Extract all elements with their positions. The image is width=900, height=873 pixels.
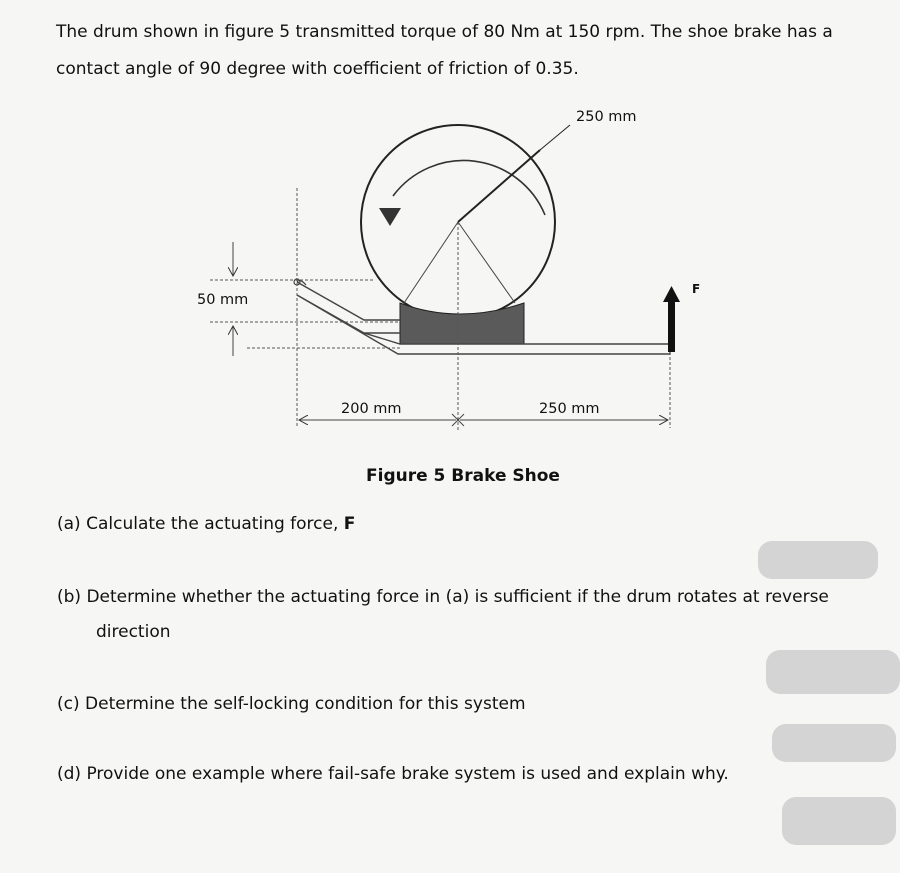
question-b-line-1: (b) Determine whether the actuating force in (a) is sufficient if the drum rotates at reverse <box>57 587 829 607</box>
redaction-mark-3 <box>772 724 896 762</box>
figure-caption: Figure 5 Brake Shoe <box>366 466 560 486</box>
question-a-text: (a) Calculate the actuating force, <box>57 514 344 534</box>
force-label: F <box>692 282 701 296</box>
intro-line-2: contact angle of 90 degree with coefficient of friction of 0.35. <box>56 59 579 79</box>
redaction-mark-2 <box>766 650 900 694</box>
question-b-line-2: direction <box>96 622 171 642</box>
question-a-force: F <box>343 514 356 534</box>
force-arrow-head <box>663 286 680 302</box>
intro-line-1: The drum shown in figure 5 transmitted torque of 80 Nm at 150 rpm. The shoe brake has a <box>56 22 833 42</box>
rotation-arc <box>393 160 545 215</box>
force-arrow-shaft <box>668 300 675 352</box>
radius-label: 250 mm <box>576 109 637 125</box>
contact-angle-left <box>404 222 458 303</box>
question-c: (c) Determine the self-locking condition for this system <box>57 694 526 714</box>
contact-angle-right <box>458 222 515 303</box>
radius-leader <box>540 125 570 150</box>
dim-right-label: 250 mm <box>539 401 600 417</box>
question-d: (d) Provide one example where fail-safe brake system is used and explain why. <box>57 764 729 784</box>
redaction-mark-4 <box>782 797 896 845</box>
redaction-mark-1 <box>758 541 878 579</box>
question-a <box>57 514 355 534</box>
height-label: 50 mm <box>197 292 249 308</box>
brake-shoe <box>400 303 524 344</box>
rotation-arrowhead <box>379 208 401 226</box>
dim-left-label: 200 mm <box>341 401 402 417</box>
